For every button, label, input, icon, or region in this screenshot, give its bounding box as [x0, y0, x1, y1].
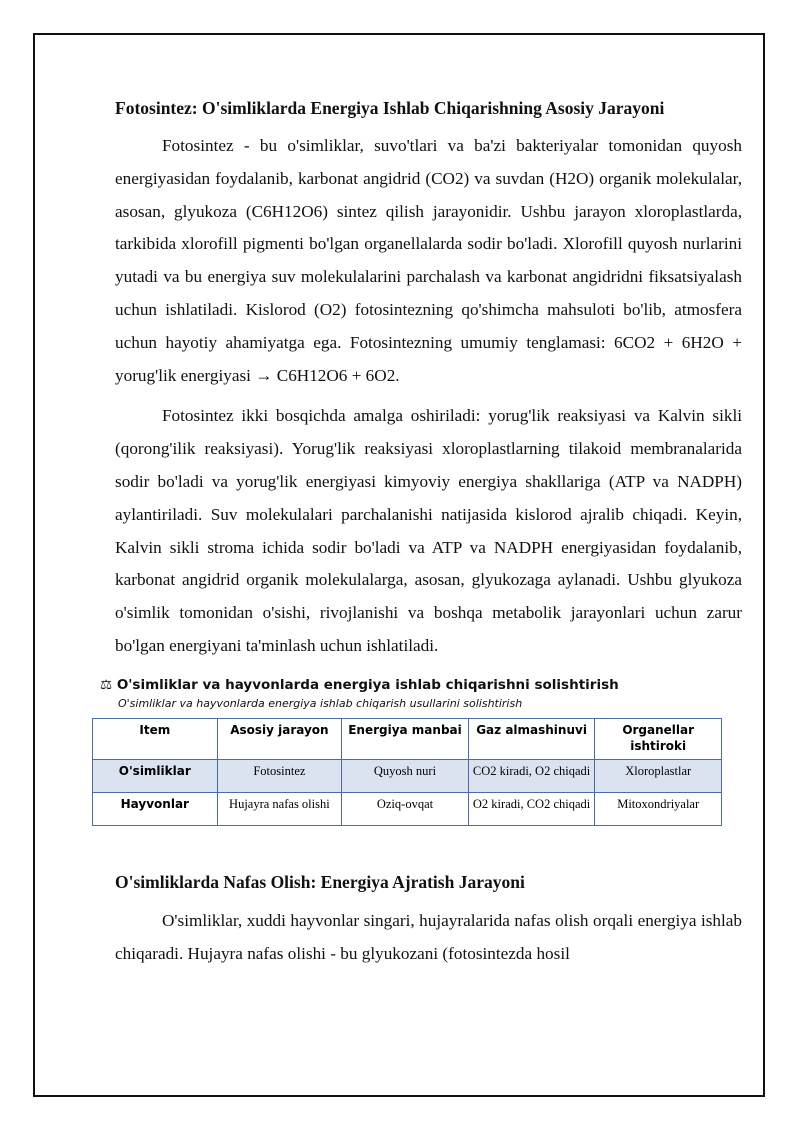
section-heading-photosynthesis: Fotosintez: O'simliklarda Energiya Ishlab Chiqarishning Asosiy Jarayoni [115, 98, 665, 118]
row-label: O'simliklar [93, 759, 218, 792]
document-body [100, 98, 742, 970]
section-heading-respiration: O'simliklarda Nafas Olish: Energiya Ajratish Jarayoni [115, 871, 525, 892]
paragraph-respiration-intro: O'simliklar, xuddi hayvonlar singari, hujayralarida nafas olish orqali energiya ishlab chiqaradi. Hujayra nafas olishi - bu glyukozani (fotosintezda hosil [115, 910, 742, 963]
paragraph-photosynthesis-stages: Fotosintez ikki bosqichda amalga oshiriladi: yorug'lik reaksiyasi va Kalvin sikli (qorong'ilik reaksiyasi). Yorug'lik reaksiyasi xloroplastlarning tilakoid membranalarida sodir bo'ladi va yorug'lik energiyasi kimyoviy energiya shakllariga (ATP va NADPH) aylantiriladi. Suv molekulalari parchalanishi natijasida kislorod ajralib chiqadi. Keyin, Kalvin sikli stroma ichida sodir bo'ladi va ATP va NADPH energiyasidan foydalanib, karbonat angidrid organik molekulalarga, asosan, glyukozaga aylanadi. Ushbu glyukoza o'simlik tomonidan o'sishi, rivojlanishi va boshqa metabolik jarayonlari uchun zarur bo'lgan energiyani ta'minlash uchun ishlatiladi. [115, 406, 742, 655]
paragraph-photosynthesis-definition: Fotosintez - bu o'simliklar, suvo'tlari va ba'zi bakteriyalar tomonidan quyosh energiyasidan foydalanib, karbonat angidrid (CO2) va suvdan (H2O) organik molekulalar, asosan, glyukoza (C6H12O6) sintez qilish jarayonidir. Ushbu jarayon xloroplastlarda, tarkibida xlorofill pigmenti bo'lgan organellalarda sodir bo'ladi. Xlorofill quyosh nurlarini yutadi va bu energiya suv molekulalarini parchalash va karbonat angidridni fiksatsiyalash uchun ishlatiladi. Kislorod (O2) fotosintezning qo'shimcha mahsuloti bo'lib, atmosfera uchun hayotiy ahamiyatga ega. Fotosintezning umumiy tenglamasi: 6CO2 + 6H2O + yorug'lik energiyasi → C6H12O6 + 6O2. [115, 136, 742, 385]
comparison-subtitle: O'simliklar va hayvonlarda energiya ishlab chiqarish usullarini solishtirish [118, 696, 523, 710]
table-cell: Quyosh nuri [342, 759, 469, 792]
comparison-title [100, 677, 742, 693]
column-header: Item [93, 718, 218, 759]
table-cell: Mitoxondriyalar [595, 792, 722, 825]
table-cell: Fotosintez [217, 759, 342, 792]
comparison-title-text: O'simliklar va hayvonlarda energiya ishlab chiqarishni solishtirish [116, 676, 619, 693]
table-header-row [93, 718, 722, 759]
table-row [93, 792, 722, 825]
table-cell: O2 kiradi, CO2 chiqadi [468, 792, 595, 825]
comparison-table [92, 718, 722, 826]
table-row [93, 759, 722, 792]
scale-icon: ⚖ [100, 676, 113, 693]
table-cell: CO2 kiradi, O2 chiqadi [468, 759, 595, 792]
column-header: Asosiy jarayon [217, 718, 342, 759]
column-header: Energiya manbai [342, 718, 469, 759]
table-cell: Xloroplastlar [595, 759, 722, 792]
column-header: Organellar ishtiroki [595, 718, 722, 759]
comparison-figure [100, 677, 742, 826]
table-cell: Oziq-ovqat [342, 792, 469, 825]
column-header: Gaz almashinuvi [468, 718, 595, 759]
table-cell: Hujayra nafas olishi [217, 792, 342, 825]
row-label: Hayvonlar [93, 792, 218, 825]
